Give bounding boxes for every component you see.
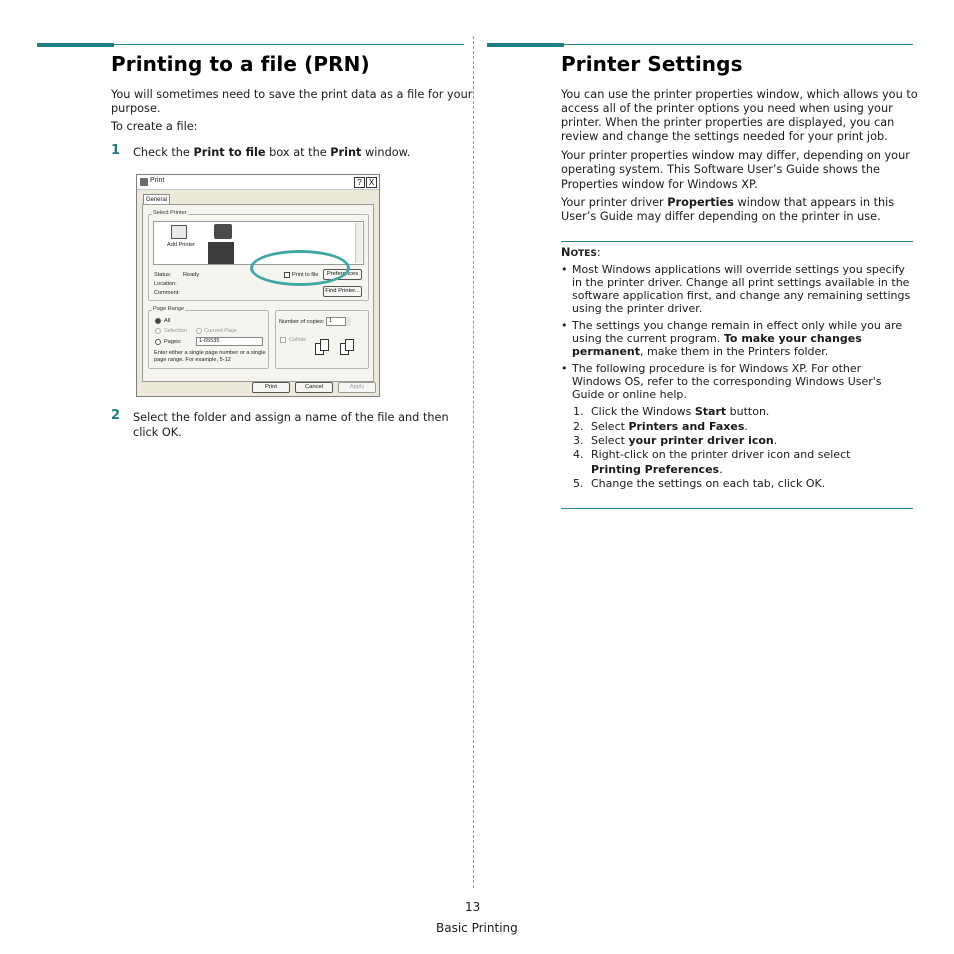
ol-item3-c: . [773, 434, 778, 447]
right-p1-line4: review and change the settings needed for your print job. [561, 130, 888, 143]
collate-label[interactable]: Collate [289, 337, 307, 343]
right-p1-line1: You can use the printer properties window, which allows you to [561, 88, 918, 101]
notes-heading [561, 246, 601, 259]
ol-item2-bold: Printers and Faxes [628, 420, 745, 433]
pages-radio[interactable] [155, 339, 161, 345]
print-button[interactable]: Print [252, 382, 290, 393]
notes-heading-cap: N [561, 246, 571, 259]
tab-general[interactable]: General [143, 194, 170, 205]
right-p1-line3: printer. When the printer properties are displayed, you can [561, 116, 895, 129]
step1-text-a: Check the [133, 146, 194, 159]
select-printer-label: Select Printer [153, 210, 187, 216]
ol-item3-a: Select [591, 434, 629, 447]
note2-line3-bold: permanent [572, 345, 641, 358]
left-intro-line2: purpose. [111, 102, 161, 115]
status-value: Ready [183, 272, 200, 278]
general-panel [142, 204, 374, 382]
network-printer-icon [214, 224, 232, 239]
left-header-accent-bar [37, 43, 114, 47]
ol-item4-bold: Printing Preferences [591, 463, 720, 476]
right-p3-properties: Properties [667, 196, 734, 209]
right-p2-line1: Your printer properties window may differ, depending on your [561, 149, 910, 162]
dialog-titlebar [137, 175, 379, 190]
chapter-name: Basic Printing [436, 921, 518, 935]
page-range-label: Page Range [153, 306, 185, 312]
add-printer-icon [171, 225, 187, 239]
add-printer-label[interactable]: Add Printer [167, 242, 195, 248]
notes-top-rule [561, 241, 913, 242]
selected-printer-tile[interactable] [208, 242, 234, 264]
right-header-accent-bar [487, 43, 564, 47]
note3-line3: Guide or online help. [572, 388, 687, 401]
ol-item3-bold: your printer driver icon [628, 434, 774, 447]
all-label[interactable]: All [164, 318, 171, 324]
ol-item1-a: Click the Windows [591, 405, 695, 418]
note1-line3: software application first, and change any remaining settings [572, 289, 911, 302]
all-radio[interactable] [155, 318, 161, 324]
notes-heading-colon: : [596, 246, 601, 259]
location-label: Location: [154, 281, 177, 287]
right-p3-c: window that appears in this [733, 196, 895, 209]
current-page-label[interactable]: Current Page [204, 328, 238, 334]
ol-item4-line2 [591, 463, 911, 477]
note3-line2: Windows OS, refer to the corresponding Windows User's [572, 375, 882, 388]
preferences-button[interactable]: Preferences [323, 269, 362, 280]
ol-item1-c: button. [726, 405, 770, 418]
pages-input[interactable]: 1-65535 [196, 337, 263, 346]
ol-item2-c: . [744, 420, 748, 433]
dialog-title: Print [150, 177, 165, 184]
ol-item3-text [591, 434, 911, 448]
note1-bullet: • [561, 263, 568, 276]
ol-item4-line1: Right-click on the printer driver icon and select [591, 448, 851, 461]
print-dialog-screenshot [136, 174, 380, 397]
ol-item5-number: 5. [573, 477, 584, 490]
help-button[interactable]: ? [354, 177, 365, 188]
range-hint-line2: page range. For example, 5-12 [154, 357, 231, 363]
apply-button[interactable]: Apply [338, 382, 376, 393]
note3-line1: The following procedure is for Windows XP. For other [572, 362, 862, 375]
ol-item4-number: 4. [573, 448, 584, 461]
step1-text-c: box at the [265, 146, 331, 159]
right-header-rule [564, 44, 913, 45]
ol-item5-text: Change the settings on each tab, click OK. [591, 477, 826, 490]
left-intro-line1: You will sometimes need to save the print data as a file for your [111, 88, 473, 101]
list-scrollbar[interactable] [355, 223, 362, 263]
left-header-rule [114, 44, 464, 45]
copies-input[interactable]: 1 [326, 317, 351, 326]
copies-spinner[interactable] [345, 317, 351, 326]
ol-item2-number: 2. [573, 420, 584, 433]
step2-number: 2 [111, 408, 121, 423]
right-p2-line3: Properties window for Windows XP. [561, 178, 758, 191]
step1-text [133, 146, 410, 160]
find-printer-button[interactable]: Find Printer... [323, 286, 362, 297]
note2-bullet: • [561, 319, 568, 332]
cancel-button[interactable]: Cancel [295, 382, 333, 393]
ol-item4-period: . [719, 463, 723, 476]
right-p3-a: Your printer driver [561, 196, 668, 209]
ol-item2-text [591, 420, 911, 434]
ol-item1-bold: Start [694, 405, 727, 418]
left-intro-line3: To create a file: [111, 120, 198, 133]
print-to-file-highlight-circle [250, 250, 350, 286]
selection-radio[interactable] [155, 328, 161, 334]
selection-label[interactable]: Selection [164, 328, 188, 334]
note2-line3 [572, 345, 914, 358]
collate-checkbox[interactable] [280, 337, 286, 343]
step1-text-e: window. [361, 146, 411, 159]
range-hint-line1: Enter either a single page number or a single [154, 350, 266, 356]
status-label: Status: [154, 272, 172, 278]
step1-number: 1 [111, 143, 121, 158]
step1-text-print: Print [330, 146, 362, 159]
right-p2-line2: operating system. This Software User’s Guide shows the [561, 163, 880, 176]
print-to-file-label[interactable]: Print to file [292, 272, 319, 278]
note2-line3-b: , make them in the Printers folder. [640, 345, 829, 358]
close-button[interactable]: X [366, 177, 377, 188]
notes-heading-rest: OTES [570, 249, 597, 259]
column-divider [473, 36, 474, 888]
printer-icon [140, 178, 148, 186]
collate-pages-icon-4 [345, 339, 354, 351]
collate-pages-icon-2 [320, 339, 329, 351]
note1-line4: using the printer driver. [572, 302, 703, 315]
right-p3-line1 [561, 196, 894, 210]
ol-item1-text [591, 405, 911, 419]
right-section-title: Printer Settings [561, 52, 743, 76]
pages-label[interactable]: Pages: [164, 339, 182, 345]
note2-line2 [572, 332, 914, 345]
step2-line2: click OK. [133, 426, 182, 439]
current-page-radio[interactable] [196, 328, 202, 334]
ol-item2-a: Select [591, 420, 629, 433]
note2-line2-a: using the current program. [572, 332, 724, 345]
note2-line1: The settings you change remain in effect only while you are [572, 319, 903, 332]
copies-label: Number of copies: [279, 319, 325, 325]
note2-line2-bold: To make your changes [723, 332, 862, 345]
comment-label: Comment: [154, 290, 180, 296]
step2-line1: Select the folder and assign a name of the file and then [133, 411, 449, 424]
left-section-title: Printing to a file (PRN) [111, 52, 370, 76]
notes-bottom-rule [561, 508, 913, 509]
ol-item3-number: 3. [573, 434, 584, 447]
note1-line1: Most Windows applications will override settings you specify [572, 263, 905, 276]
ol-item1-number: 1. [573, 405, 584, 418]
right-p1-line2: access all of the printer options you need when using your [561, 102, 893, 115]
step1-text-print-to-file: Print to file [193, 146, 266, 159]
page-number: 13 [465, 900, 481, 914]
note3-bullet: • [561, 362, 568, 375]
note1-line2: in the printer driver. Change all print settings available in the [572, 276, 910, 289]
right-p3-line2: User’s Guide may differ depending on the printer in use. [561, 210, 881, 223]
